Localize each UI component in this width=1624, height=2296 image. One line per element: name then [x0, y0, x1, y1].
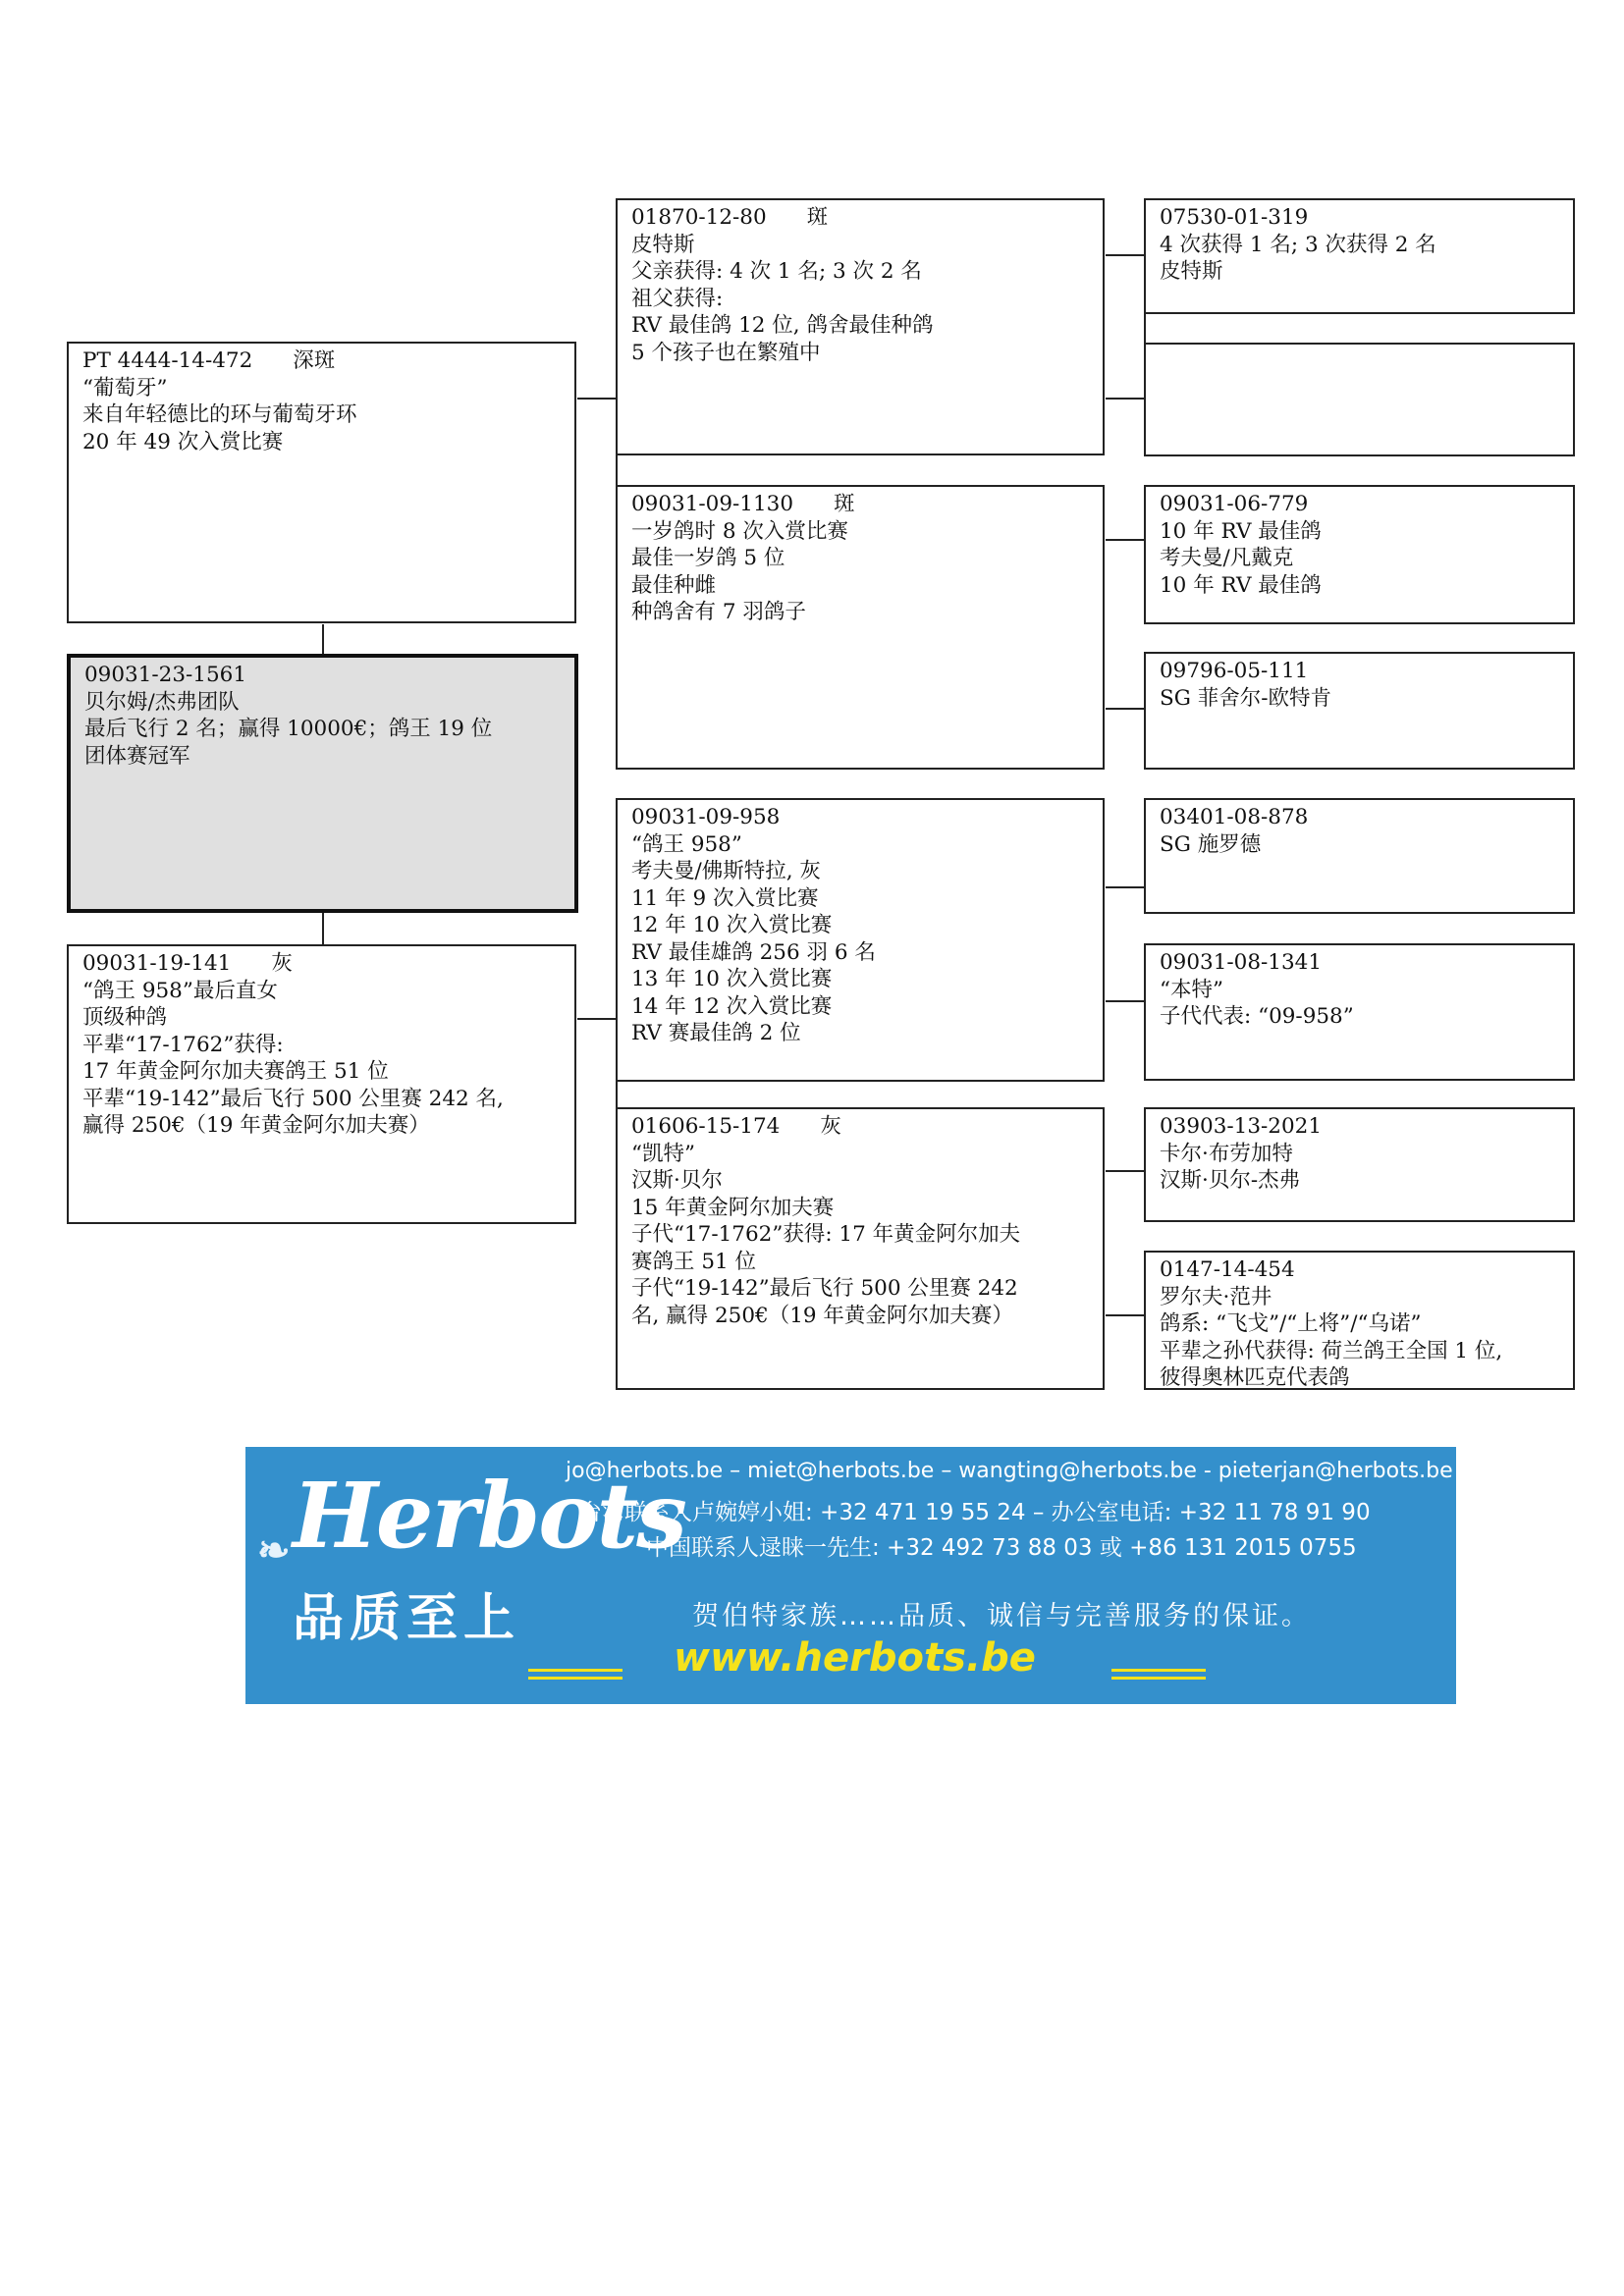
decorative-rule-left: [528, 1677, 623, 1680]
great-grandparent-box-6: [1144, 943, 1575, 1081]
sd-note: 一岁鸽时 8 次入赏比赛: [631, 518, 848, 544]
feather-icon: ❧: [257, 1527, 289, 1574]
dd-note: 汉斯·贝尔: [631, 1168, 723, 1193]
logo-text: Herbots: [293, 1463, 685, 1569]
ds-note: 11 年 9 次入赏比赛: [631, 885, 819, 911]
great-grandparent-box-8: [1144, 1251, 1575, 1390]
dam-note: 顶级种鸽: [82, 1005, 168, 1030]
contact-china: 中国联系人逯睐一先生: +32 492 73 88 03 或 +86 131 2015 0755: [646, 1535, 1357, 1561]
decorative-rule-right: [1111, 1669, 1206, 1672]
herbots-banner: [245, 1447, 1456, 1704]
ddd-note: 罗尔夫·范井: [1160, 1284, 1272, 1309]
great-grandparent-box-2: [1144, 343, 1575, 456]
dd-note: 赛鸽王 51 位: [631, 1249, 757, 1274]
sdd-note: SG 菲舍尔-欧特肯: [1160, 685, 1332, 711]
ds-note: RV 最佳雄鸽 256 羽 6 名: [631, 939, 876, 965]
sd-note: 最佳种雌: [631, 572, 717, 598]
dd-ring: 01606-15-174 灰: [631, 1114, 841, 1139]
dd-note: 子代“19-142”最后飞行 500 公里赛 242: [631, 1276, 1018, 1301]
dss-note: SG 施罗德: [1160, 831, 1262, 857]
dam-note: 平辈“17-1762”获得:: [82, 1032, 284, 1057]
ds-note: RV 赛最佳鸽 2 位: [631, 1021, 801, 1045]
sd-note: 种鸽舍有 7 羽鸽子: [631, 600, 806, 624]
dam-note: 赢得 250€（19 年黄金阿尔加夫赛）: [82, 1113, 430, 1138]
dam-note: 平辈“19-142”最后飞行 500 公里赛 242 名,: [82, 1086, 504, 1111]
ds-note: 考夫曼/佛斯特拉, 灰: [631, 859, 821, 883]
dd-note: 名, 赢得 250€（19 年黄金阿尔加夫赛）: [631, 1303, 1013, 1328]
decorative-rule-right: [1111, 1677, 1206, 1680]
ds-note: 12 年 10 次入赏比赛: [631, 913, 833, 937]
great-grandparent-box-5: [1144, 798, 1575, 914]
dsd-ring: 09031-08-1341: [1160, 950, 1322, 975]
sire-note: 20 年 49 次入赏比赛: [82, 429, 284, 454]
ddd-note: 彼得奥林匹克代表鸽: [1160, 1365, 1350, 1390]
sss-ring: 07530-01-319: [1160, 205, 1309, 230]
sss-note: 4 次获得 1 名; 3 次获得 2 名: [1160, 232, 1436, 257]
dss-ring: 03401-08-878: [1160, 805, 1309, 829]
sds-ring: 09031-06-779: [1160, 492, 1309, 516]
sd-ring: 09031-09-1130 斑: [631, 492, 855, 516]
great-grandparent-box-1: [1144, 198, 1575, 314]
subject-box: [67, 654, 578, 913]
subject-result: 团体赛冠军: [84, 743, 190, 769]
sire-note: 来自年轻德比的环与葡萄牙环: [82, 402, 357, 427]
sds-note: 10 年 RV 最佳鸽: [1160, 518, 1322, 544]
great-grandparent-box-7: [1144, 1107, 1575, 1222]
dds-note: 汉斯·贝尔-杰弗: [1160, 1168, 1301, 1193]
dd-note: 子代“17-1762”获得: 17 年黄金阿尔加夫: [631, 1222, 1021, 1247]
dam-box: [67, 944, 576, 1224]
great-grandparent-box-4: [1144, 652, 1575, 770]
slogan: 品质至上: [293, 1589, 521, 1648]
dam-note: 17 年黄金阿尔加夫赛鸽王 51 位: [82, 1059, 389, 1084]
ss-note: 父亲获得: 4 次 1 名; 3 次 2 名: [631, 259, 922, 284]
sire-ring: PT 4444-14-472 深斑: [82, 348, 336, 373]
great-grandparent-box-3: [1144, 485, 1575, 624]
subject-result: 最后飞行 2 名；赢得 10000€；鸽王 19 位: [84, 717, 493, 741]
ss-note: RV 最佳鸽 12 位, 鸽舍最佳种鸽: [631, 313, 934, 338]
sire-name: “葡萄牙”: [82, 375, 168, 400]
ddd-note: 平辈之孙代获得: 荷兰鸽王全国 1 位,: [1160, 1338, 1503, 1363]
sd-note: 最佳一岁鸽 5 位: [631, 546, 785, 570]
tagline: 贺伯特家族……品质、诚信与完善服务的保证。: [692, 1601, 1311, 1631]
ddd-ring: 0147-14-454: [1160, 1257, 1295, 1282]
ss-note: 5 个孩子也在繁殖中: [631, 340, 821, 365]
subject-ring: 09031-23-1561: [84, 663, 246, 687]
ds-note: 13 年 10 次入赏比赛: [631, 967, 833, 991]
dsd-note: “本特”: [1160, 977, 1223, 1002]
sss-note: 皮特斯: [1160, 259, 1223, 284]
ds-ring: 09031-09-958: [631, 805, 781, 829]
sds-note: 10 年 RV 最佳鸽: [1160, 572, 1322, 598]
sdd-ring: 09796-05-111: [1160, 659, 1309, 683]
contact-emails[interactable]: jo@herbots.be – miet@herbots.be – wangting@herbots.be - pieterjan@herbots.be: [566, 1459, 1453, 1483]
ds-note: 14 年 12 次入赏比赛: [631, 993, 833, 1019]
dds-ring: 03903-13-2021: [1160, 1114, 1322, 1139]
grandsire-maternal-box: [616, 798, 1105, 1082]
website-link[interactable]: www.herbots.be: [674, 1635, 1036, 1681]
sire-box: [67, 342, 576, 623]
contact-taiwan: 台湾联系人卢婉婷小姐: +32 471 19 55 24 – 办公室电话: +32 11 78 91 90: [579, 1500, 1371, 1525]
granddam-paternal-box: [616, 485, 1105, 770]
grandsire-paternal-box: [616, 198, 1105, 455]
dd-note: “凯特”: [631, 1141, 695, 1166]
ss-note: 皮特斯: [631, 232, 695, 257]
subject-owner: 贝尔姆/杰弗团队: [84, 689, 240, 715]
ds-note: “鸽王 958”: [631, 831, 742, 857]
sds-note: 考夫曼/凡戴克: [1160, 546, 1294, 570]
ss-note: 祖父获得:: [631, 286, 724, 311]
dd-note: 15 年黄金阿尔加夫赛: [631, 1195, 835, 1220]
dsd-note: 子代代表: “09-958”: [1160, 1004, 1354, 1029]
ss-ring: 01870-12-80 斑: [631, 205, 829, 230]
decorative-rule-left: [528, 1669, 623, 1672]
dam-note: “鸽王 958”最后直女: [82, 978, 278, 1003]
dam-ring: 09031-19-141 灰: [82, 951, 293, 976]
dds-note: 卡尔·布劳加特: [1160, 1141, 1293, 1166]
granddam-maternal-box: [616, 1107, 1105, 1390]
ddd-note: 鸽系: “飞戈”/“上将”/“乌诺”: [1160, 1311, 1422, 1336]
